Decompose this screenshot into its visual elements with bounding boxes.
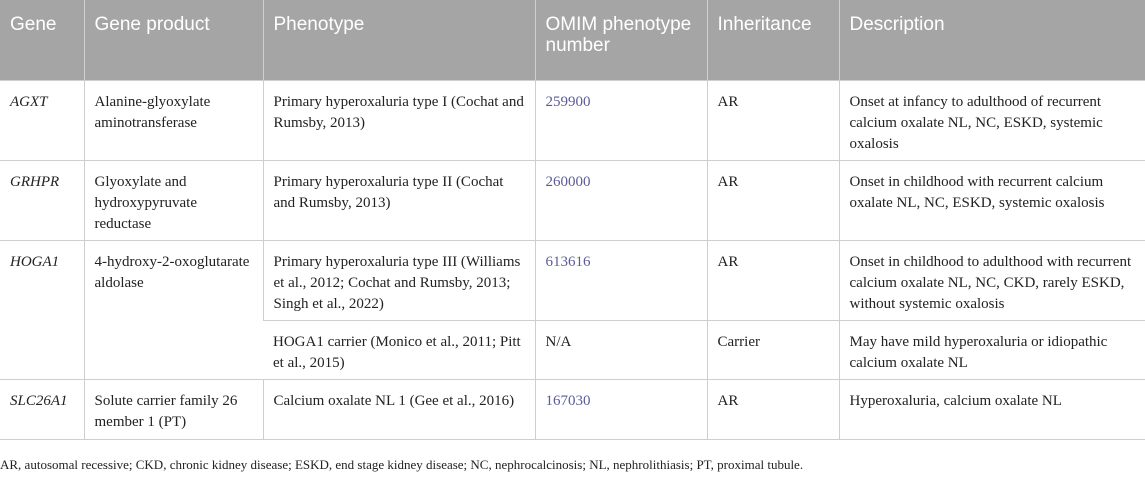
table-footnote: AR, autosomal recessive; CKD, chronic kidney disease; ESKD, end stage kidney disease; NC, nephrocalcinosis; NL, nephrolithiasis; PT, proximal tubule. <box>0 457 804 472</box>
omim-link[interactable]: 259900 <box>535 80 707 160</box>
gene-cell: HOGA1 <box>0 240 84 379</box>
header-inheritance: Inheritance <box>707 0 839 80</box>
gene-product-cell: 4-hydroxy-2-oxoglutarate aldolase <box>84 240 263 379</box>
header-gene: Gene <box>0 0 84 80</box>
inheritance-cell: AR <box>707 379 839 439</box>
phenotype-cell: Primary hyperoxaluria type II (Cochat and Rumsby, 2013) <box>263 160 535 240</box>
phenotype-cell: HOGA1 carrier (Monico et al., 2011; Pitt et al., 2015) <box>263 320 535 379</box>
table-row <box>0 80 1145 160</box>
gene-product-cell: Alanine-glyoxylate aminotransferase <box>84 80 263 160</box>
description-cell: Hyperoxaluria, calcium oxalate NL <box>839 379 1145 439</box>
description-cell: Onset at infancy to adulthood of recurrent calcium oxalate NL, NC, ESKD, systemic oxalosis <box>839 80 1145 160</box>
omim-cell: N/A <box>535 320 707 379</box>
table-header <box>0 0 1145 80</box>
table-body <box>0 80 1145 439</box>
gene-product-cell: Glyoxylate and hydroxypyruvate reductase <box>84 160 263 240</box>
header-phenotype: Phenotype <box>263 0 535 80</box>
header-omim-number: OMIM phenotype number <box>535 0 707 80</box>
header-description: Description <box>839 0 1145 80</box>
table-row <box>0 379 1145 439</box>
header-row <box>0 0 1145 80</box>
gene-cell: AGXT <box>0 80 84 160</box>
phenotype-cell: Calcium oxalate NL 1 (Gee et al., 2016) <box>263 379 535 439</box>
inheritance-cell: AR <box>707 160 839 240</box>
omim-link[interactable]: 260000 <box>535 160 707 240</box>
omim-link[interactable]: 613616 <box>535 240 707 320</box>
gene-cell: GRHPR <box>0 160 84 240</box>
gene-cell: SLC26A1 <box>0 379 84 439</box>
description-cell: May have mild hyperoxaluria or idiopathic calcium oxalate NL <box>839 320 1145 379</box>
gene-product-cell: Solute carrier family 26 member 1 (PT) <box>84 379 263 439</box>
table-row <box>0 160 1145 240</box>
inheritance-cell: AR <box>707 80 839 160</box>
phenotype-cell: Primary hyperoxaluria type III (Williams et al., 2012; Cochat and Rumsby, 2013; Singh et al., 2022) <box>263 240 535 320</box>
header-gene-product: Gene product <box>84 0 263 80</box>
description-cell: Onset in childhood to adulthood with recurrent calcium oxalate NL, NC, CKD, rarely ESKD, without systemic oxalosis <box>839 240 1145 320</box>
inheritance-cell: Carrier <box>707 320 839 379</box>
phenotype-cell: Primary hyperoxaluria type I (Cochat and Rumsby, 2013) <box>263 80 535 160</box>
table-row <box>0 240 1145 320</box>
omim-link[interactable]: 167030 <box>535 379 707 439</box>
description-cell: Onset in childhood with recurrent calcium oxalate NL, NC, ESKD, systemic oxalosis <box>839 160 1145 240</box>
inheritance-cell: AR <box>707 240 839 320</box>
